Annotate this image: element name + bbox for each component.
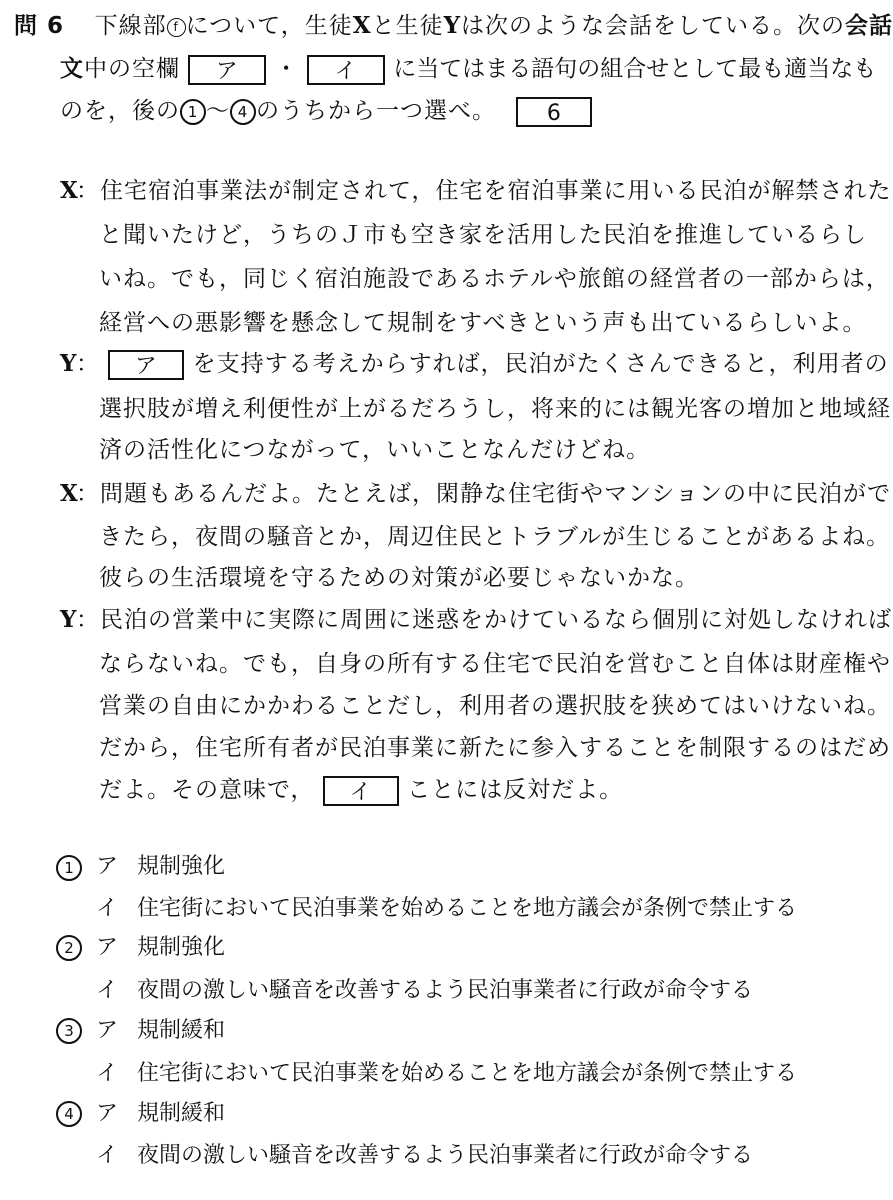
- choice-number-1: 1: [180, 99, 206, 125]
- question-bold-text: 会話: [845, 13, 893, 39]
- range-tilde: ～: [206, 98, 230, 124]
- option-a-text: 規制強化: [137, 935, 226, 960]
- option-i-text: 夜間の激しい騒音を改善するよう民泊事業者に行政が命令する: [137, 1143, 754, 1168]
- option-i-text: 住宅街において民泊事業を始めることを地方議会が条例で禁止する: [137, 896, 798, 921]
- colon: ：: [76, 481, 100, 507]
- speaker-x: X: [60, 177, 79, 204]
- choice-number-4: 4: [230, 99, 256, 125]
- dialogue-text: いね。でも，同じく宿泊施設であるホテルや旅館の経営者の一部からは，: [99, 266, 890, 292]
- student-y-label: Y: [443, 12, 462, 39]
- dialogue-line: [60, 478, 891, 510]
- dialogue-line: [99, 434, 650, 466]
- question-number: 問 6: [14, 13, 65, 39]
- option-label-i: イ: [96, 978, 119, 1003]
- blank-box-i: イ: [323, 776, 399, 806]
- question-text: 下線部: [94, 13, 167, 39]
- dialogue-line: [99, 562, 699, 594]
- question-text: は次のような会話をしている。次の: [461, 13, 846, 39]
- question-text: について，生徒: [185, 13, 353, 39]
- dialogue-line: [99, 732, 891, 764]
- answer-box: 6: [516, 97, 592, 127]
- option-i-text: 夜間の激しい騒音を改善するよう民泊事業者に行政が命令する: [137, 978, 754, 1003]
- speaker-y: Y: [60, 350, 78, 377]
- question-text: と生徒: [371, 13, 444, 39]
- option-label-i: イ: [96, 1061, 119, 1086]
- question-text: に当てはまる語句の組合せとして最も適当なも: [393, 56, 877, 82]
- dialogue-line: [99, 307, 867, 339]
- dialogue-text: 問題もあるんだよ。たとえば，閑静な住宅街やマンションの中に民泊がで: [100, 481, 891, 507]
- dialogue-text: 住宅宿泊事業法が制定されて，住宅を宿泊事業に用いる民泊が解禁された: [100, 178, 892, 204]
- option-label-a: ア: [96, 1018, 119, 1043]
- ref-mark-f: f: [167, 18, 186, 37]
- dialogue-text: だよ。その意味で，: [99, 777, 315, 803]
- dialogue-line: [60, 175, 892, 207]
- dialogue-text: ことには反対だよ。: [407, 777, 624, 803]
- dialogue-text: 経営への悪影響を懸念して規制をすべきという声も出ているらしいよ。: [99, 310, 867, 336]
- colon: ：: [76, 178, 100, 204]
- separator-dot: ・: [274, 56, 299, 82]
- option-a-text: 規制緩和: [137, 1101, 226, 1126]
- option-label-a: ア: [96, 935, 119, 960]
- option-i-text: 住宅街において民泊事業を始めることを地方議会が条例で禁止する: [137, 1061, 798, 1086]
- question-line-2: [60, 53, 876, 85]
- option-label-a: ア: [96, 854, 119, 879]
- blank-box-i: イ: [307, 55, 385, 85]
- dialogue-text: 彼らの生活環境を守るための対策が必要じゃないかな。: [99, 565, 699, 591]
- blank-box-a: ア: [108, 350, 184, 380]
- dialogue-line: [99, 521, 890, 553]
- speaker-x: X: [60, 480, 79, 507]
- colon: ：: [76, 351, 100, 377]
- dialogue-text: と聞いたけど，うちのＪ市も空き家を活用した民泊を推進しているらし: [99, 222, 867, 248]
- option-label-i: イ: [96, 1143, 119, 1168]
- question-bold-text: 文: [60, 56, 84, 82]
- dialogue-line: [99, 219, 867, 251]
- speaker-y: Y: [60, 606, 78, 633]
- dialogue-text: だから，住宅所有者が民泊事業に新たに参入することを制限するのはだめ: [99, 735, 891, 761]
- dialogue-text: を支持する考えからすれば，民泊がたくさんできると，利用者の: [192, 351, 889, 377]
- choice-number-3: 3: [56, 1018, 82, 1044]
- question-line-3: [60, 95, 592, 127]
- dialogue-line: [99, 774, 623, 806]
- question-text: 中の空欄: [84, 56, 180, 82]
- choice-number-1: 1: [56, 855, 82, 881]
- student-x-label: X: [352, 12, 372, 39]
- dialogue-line: [99, 393, 891, 425]
- option-a-text: 規制緩和: [137, 1018, 226, 1043]
- blank-box-a: ア: [188, 55, 266, 85]
- choice-number-2: 2: [56, 935, 82, 961]
- dialogue-text: 営業の自由にかかわることだし，利用者の選択肢を狭めてはいけないね。: [99, 693, 891, 719]
- dialogue-text: ならないね。でも，自身の所有する住宅で民泊を営むこと自体は財産権や: [99, 651, 891, 677]
- dialogue-line: [60, 348, 889, 380]
- choice-number-4: 4: [56, 1101, 82, 1127]
- dialogue-text: きたら，夜間の騒音とか，周辺住民とトラブルが生じることがあるよね。: [99, 524, 891, 550]
- dialogue-text: 選択肢が増え利便性が上がるだろうし，将来的には観光客の増加と地域経: [99, 396, 891, 422]
- dialogue-text: 民泊の営業中に実際に周囲に迷惑をかけているなら個別に対処しなければ: [100, 607, 892, 633]
- question-line-1: [14, 10, 893, 42]
- dialogue-line: [99, 690, 891, 722]
- question-text: のを，後の: [60, 98, 180, 124]
- dialogue-line: [99, 263, 890, 295]
- option-label-i: イ: [96, 896, 119, 921]
- dialogue-line: [99, 648, 891, 680]
- option-label-a: ア: [96, 1101, 119, 1126]
- colon: ：: [76, 607, 100, 633]
- option-a-text: 規制強化: [137, 854, 226, 879]
- dialogue-text: 済の活性化につながって，いいことなんだけどね。: [99, 437, 651, 463]
- question-text: のうちから一つ選べ。: [256, 98, 496, 124]
- dialogue-line: [60, 604, 892, 636]
